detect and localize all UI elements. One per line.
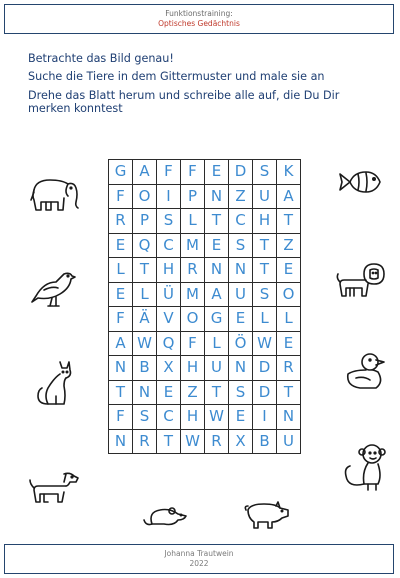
footer-year: 2022 — [189, 559, 209, 568]
grid-cell[interactable]: T — [133, 258, 157, 283]
grid-cell[interactable]: H — [253, 209, 277, 234]
grid-cell[interactable]: L — [205, 331, 229, 356]
grid-row — [109, 331, 301, 356]
grid-cell[interactable]: G — [109, 160, 133, 185]
grid-row — [109, 307, 301, 332]
bird-icon — [30, 268, 76, 308]
grid-row — [109, 429, 301, 454]
grid-cell[interactable]: U — [229, 282, 253, 307]
grid-cell[interactable]: Z — [181, 380, 205, 405]
grid-cell[interactable]: Ü — [157, 282, 181, 307]
grid-cell[interactable]: N — [205, 258, 229, 283]
grid-cell[interactable]: L — [253, 307, 277, 332]
grid-cell[interactable]: T — [253, 258, 277, 283]
grid-cell[interactable]: S — [133, 405, 157, 430]
grid-cell[interactable]: A — [133, 160, 157, 185]
grid-cell[interactable]: Ö — [229, 331, 253, 356]
grid-cell[interactable]: B — [253, 429, 277, 454]
grid-cell[interactable]: F — [109, 307, 133, 332]
grid-cell[interactable]: M — [181, 233, 205, 258]
grid-cell[interactable]: T — [109, 380, 133, 405]
grid-cell[interactable]: A — [109, 331, 133, 356]
grid-cell[interactable]: W — [181, 429, 205, 454]
grid-row — [109, 184, 301, 209]
grid-row — [109, 405, 301, 430]
grid-cell[interactable]: S — [253, 160, 277, 185]
instruction-1: Betrachte das Bild genau! — [28, 52, 174, 65]
page-header — [4, 4, 394, 34]
grid-cell[interactable]: E — [277, 258, 301, 283]
grid-cell[interactable]: P — [133, 209, 157, 234]
instruction-2: Suche die Tiere in dem Gittermuster und male sie an — [28, 70, 325, 83]
grid-cell[interactable]: E — [109, 282, 133, 307]
page-footer — [4, 544, 394, 574]
grid-cell[interactable]: X — [157, 356, 181, 381]
grid-cell[interactable]: M — [181, 282, 205, 307]
grid-cell[interactable]: F — [109, 405, 133, 430]
grid-cell[interactable]: H — [181, 405, 205, 430]
pig-icon — [242, 500, 290, 530]
grid-cell[interactable]: I — [253, 405, 277, 430]
grid-cell[interactable]: A — [277, 184, 301, 209]
grid-cell[interactable]: L — [277, 307, 301, 332]
grid-cell[interactable]: D — [229, 160, 253, 185]
grid-cell[interactable]: F — [157, 160, 181, 185]
header-title: Funktionstraining: — [165, 9, 233, 18]
grid-cell[interactable]: R — [181, 258, 205, 283]
grid-cell[interactable]: B — [133, 356, 157, 381]
grid-cell[interactable]: S — [253, 282, 277, 307]
grid-cell[interactable]: S — [157, 209, 181, 234]
header-subtitle: Optisches Gedächtnis — [158, 19, 240, 28]
grid-cell[interactable]: U — [277, 429, 301, 454]
footer-author: Johanna Trautwein — [164, 549, 234, 558]
grid-cell[interactable]: L — [133, 282, 157, 307]
grid-cell[interactable]: S — [229, 233, 253, 258]
grid-cell[interactable]: Q — [133, 233, 157, 258]
grid-cell[interactable]: T — [205, 380, 229, 405]
grid-cell[interactable]: V — [157, 307, 181, 332]
grid-cell[interactable]: C — [157, 233, 181, 258]
monkey-icon — [342, 442, 386, 492]
grid-cell[interactable]: N — [109, 429, 133, 454]
grid-cell[interactable]: C — [157, 405, 181, 430]
grid-cell[interactable]: I — [157, 184, 181, 209]
letter-grid — [108, 159, 301, 454]
grid-cell[interactable]: G — [205, 307, 229, 332]
grid-cell[interactable]: E — [157, 380, 181, 405]
elephant-icon — [28, 176, 82, 214]
grid-cell[interactable]: R — [109, 209, 133, 234]
grid-cell[interactable]: U — [205, 356, 229, 381]
mouse-icon — [142, 502, 188, 528]
grid-cell[interactable]: E — [229, 405, 253, 430]
lion-icon — [336, 262, 386, 300]
grid-cell[interactable]: E — [205, 233, 229, 258]
grid-cell[interactable]: T — [277, 380, 301, 405]
grid-row — [109, 380, 301, 405]
grid-cell[interactable]: R — [205, 429, 229, 454]
grid-row — [109, 282, 301, 307]
grid-row — [109, 209, 301, 234]
grid-cell[interactable]: W — [205, 405, 229, 430]
grid-cell[interactable]: F — [181, 160, 205, 185]
grid-cell[interactable]: W — [133, 331, 157, 356]
instruction-3: Drehe das Blatt herum und schreibe alle auf, die Du Dir merken konntest — [28, 89, 340, 115]
grid-cell[interactable]: O — [277, 282, 301, 307]
grid-cell[interactable]: F — [181, 331, 205, 356]
grid-cell[interactable]: L — [109, 258, 133, 283]
grid-cell[interactable]: H — [181, 356, 205, 381]
grid-cell[interactable]: N — [205, 184, 229, 209]
grid-cell[interactable]: D — [253, 380, 277, 405]
grid-cell[interactable]: E — [277, 331, 301, 356]
grid-cell[interactable]: Z — [229, 184, 253, 209]
grid-cell[interactable]: N — [109, 356, 133, 381]
grid-cell[interactable]: R — [133, 429, 157, 454]
grid-cell[interactable]: N — [229, 258, 253, 283]
grid-cell[interactable]: E — [205, 160, 229, 185]
grid-cell[interactable]: T — [253, 233, 277, 258]
grid-cell[interactable]: T — [157, 429, 181, 454]
grid-cell[interactable]: U — [253, 184, 277, 209]
fish-icon — [336, 168, 382, 196]
grid-cell[interactable]: N — [277, 405, 301, 430]
grid-cell[interactable]: E — [229, 307, 253, 332]
grid-row — [109, 233, 301, 258]
cat-icon — [34, 360, 72, 408]
grid-cell[interactable]: E — [109, 233, 133, 258]
grid-cell[interactable]: A — [205, 282, 229, 307]
grid-cell[interactable]: L — [181, 209, 205, 234]
grid-cell[interactable]: P — [181, 184, 205, 209]
grid-cell[interactable]: Q — [157, 331, 181, 356]
grid-cell[interactable]: K — [277, 160, 301, 185]
grid-cell[interactable]: X — [229, 429, 253, 454]
grid-cell[interactable]: C — [229, 209, 253, 234]
grid-cell[interactable]: D — [253, 356, 277, 381]
grid-row — [109, 258, 301, 283]
grid-cell[interactable]: N — [133, 380, 157, 405]
dog-icon — [28, 470, 80, 504]
duck-icon — [344, 352, 388, 392]
grid-cell[interactable]: F — [109, 184, 133, 209]
grid-cell[interactable]: W — [253, 331, 277, 356]
grid-cell[interactable]: Z — [277, 233, 301, 258]
grid-cell[interactable]: H — [157, 258, 181, 283]
grid-cell[interactable]: Ä — [133, 307, 157, 332]
grid-row — [109, 160, 301, 185]
grid-cell[interactable]: R — [277, 356, 301, 381]
grid-cell[interactable]: N — [229, 356, 253, 381]
grid-cell[interactable]: O — [181, 307, 205, 332]
grid-cell[interactable]: O — [133, 184, 157, 209]
grid-row — [109, 356, 301, 381]
grid-cell[interactable]: T — [277, 209, 301, 234]
grid-cell[interactable]: T — [205, 209, 229, 234]
grid-cell[interactable]: S — [229, 380, 253, 405]
